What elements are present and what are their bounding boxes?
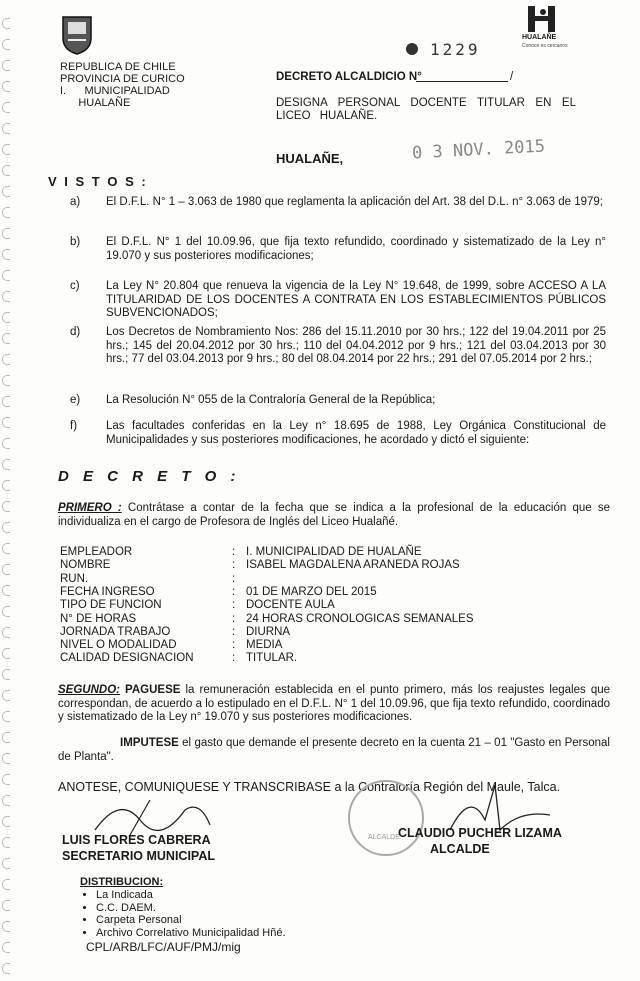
decreto-title: D E C R E T O : [58,468,241,485]
binder-ring [2,333,10,344]
vistos-item-letter: f) [70,420,78,432]
vistos-item-text: La Resolución N° 055 de la Contraloría General de la República; [106,394,436,406]
binder-ring [2,312,10,323]
field-value: TITULAR. [246,652,298,665]
field-label: CALIDAD DESIGNACION [60,652,194,665]
binder-ring [2,921,10,932]
binder-ring [2,942,10,953]
binder-ring [2,522,10,533]
vistos-item-letter: a) [70,196,81,208]
vistos-item-letter: c) [70,280,80,292]
field-colon: : [232,639,236,652]
place: HUALAÑE, [276,151,344,166]
anotese-line: ANOTESE, COMUNIQUESE Y TRANSCRIBASE a la Contraloría Región del Maule, Talca. [58,780,561,794]
binder-ring [2,900,10,911]
field-label: TIPO DE FUNCION [60,599,162,612]
field-label: NOMBRE [60,559,111,572]
binder-ring [2,963,10,974]
binder-ring [2,585,10,596]
header-line-1: REPUBLICA DE CHILE [60,61,176,73]
binder-ring [2,606,10,617]
binder-ring [2,816,10,827]
binder-ring [2,648,10,659]
binder-ring [2,81,10,92]
field-value: ISABEL MAGDALENA ARANEDA ROJAS [246,559,460,572]
distribucion-item: • Carpeta Personal [96,914,286,927]
field-colon: : [232,585,236,598]
distribucion-list [80,889,286,939]
distribucion-item: • C.C. DAEM. [96,902,286,915]
binder-ring [2,417,10,428]
signer-left-name: LUIS FLORES CABRERA [62,833,211,847]
signer-right-name: CLAUDIO PUCHER LIZAMA [398,826,562,840]
field-label: NIVEL O MODALIDAD [60,639,177,652]
field-value: MEDIA [246,639,283,652]
field-value: 01 DE MARZO DEL 2015 [246,585,377,598]
header-line-2: PROVINCIA DE CURICO [60,73,185,85]
field-value: DIURNA [246,625,291,638]
binder-ring [2,480,10,491]
vistos-item-text: El D.F.L. N° 1 – 3.063 de 1980 que reglamenta la aplicación del Art. 38 del D.L. n° 3.063 de 1979; [106,196,603,208]
municipal-crest [60,14,94,56]
binder-ring [2,837,10,848]
binder-ring [2,228,10,239]
binder-ring [2,18,10,29]
binder-ring [2,60,10,71]
vistos-item-text: Los Decretos de Nombramiento Nos: 286 del 15.11.2010 por 30 hrs.; 122 del 19.04.2011 por 25 hrs.; 145 del 20.04.2012 por 30 hrs.; 110 del 04.04.2012 por 9 hrs.; 121 del 03.04.2013 por 30 hrs.; 77 del 03.04.2013 por 9 hrs.; 80 del 08.04.2014 por 22 hrs.; 291 del 07.05.2014 por 2 hrs.; [106,326,606,365]
vistos-title: V I S T O S : [48,174,148,189]
vistos-item-letter: e) [70,394,81,406]
decree-label: DECRETO ALCALDICIO N° [276,71,422,83]
field-value: DOCENTE AULA [246,599,335,612]
field-colon: : [232,652,236,665]
distribucion-initials: CPL/ARB/LFC/AUF/PMJ/mig [86,940,241,954]
distribucion-title: DISTRIBUCION: [80,876,164,888]
vistos-item-letter: b) [70,236,81,248]
field-colon: : [232,546,236,558]
binder-ring [2,501,10,512]
binder-ring [2,669,10,680]
field-label: N° DE HORAS [60,612,137,625]
header-line-4: HUALAÑE [60,97,131,109]
binder-ring [2,270,10,281]
binder-ring [2,459,10,470]
signer-right-title: ALCALDE [430,842,490,856]
primero-text: Contrátase a contar de la fecha que se indica a la profesional de la educación que se individualiza en el cargo de Profesora de Inglés del Liceo Hualañé. [58,502,610,528]
date-stamp: 0 3 NOV. 2015 [411,136,546,164]
decree-subject: DESIGNA PERSONAL DOCENTE TITULAR EN EL LICEO HUALAÑE. [276,97,576,122]
header-line-3: I. MUNICIPALIDAD [60,85,170,97]
decree-number-stamp: 1229 [430,40,481,59]
segundo-bold: PAGUESE [119,684,181,696]
segundo-paragraph [58,684,610,725]
binder-ring [2,102,10,113]
field-label: FECHA INGRESO [60,585,155,598]
imputese-bold: IMPUTESE [120,737,179,749]
signer-left-title: SECRETARIO MUNICIPAL [62,849,216,863]
binder-ring [2,564,10,575]
imputese-text: el gasto que demande el presente decreto en la cuenta 21 – 01 "Gasto en Personal de Planta". [58,737,610,763]
vistos-item-text: Las facultades conferidas en la Ley n° 18.695 de 1988, Ley Orgánica Constitucional de Municipalidades y sus posteriores modificaciones, he acordado y dictó el siguiente: [106,420,606,446]
binder-ring [2,165,10,176]
binder-ring [2,438,10,449]
binder-ring [2,879,10,890]
primero-paragraph [58,502,610,529]
binder-ring [2,291,10,302]
field-value: I. MUNICIPALIDAD DE HUALAÑE [246,546,422,558]
distribucion-item: • La Indicada [96,889,286,902]
binder-ring [2,627,10,638]
field-colon: : [232,612,236,625]
field-colon: : [232,625,236,638]
field-colon: : [232,599,236,612]
segundo-label: SEGUNDO: [58,684,120,696]
binder-ring [2,39,10,50]
logo-name: HUALAÑE [522,34,557,41]
binder-ring [2,207,10,218]
segundo-text: la remuneración establecida en el punto primero, más los reajustes legales que correspondan, de acuerdo a lo estipulado en el D.F.L. N° 1 del 10.09.96, que fija texto refundido, coordinado y sistematizado de la Ley n° 19.070 y sus posteriores modificaciones. [58,684,611,723]
vistos-item-letter: d) [70,326,81,338]
municipal-seal [348,780,424,856]
binder-ring [2,186,10,197]
field-label: EMPLEADOR [60,546,133,558]
binder-ring [2,123,10,134]
primero-label: PRIMERO : [58,502,122,514]
binder-ring [2,858,10,869]
logo-tagline: Conoce es cercanos [522,43,568,49]
binder-ring [2,711,10,722]
binder-ring [2,396,10,407]
field-label: JORNADA TRABAJO [60,625,171,638]
field-colon: : [232,559,236,572]
field-label: RUN. [60,572,89,585]
decree-slash: / [510,71,514,83]
binder-ring [2,249,10,260]
stamp-icon [406,43,418,55]
field-value: 24 HORAS CRONOLOGICAS SEMANALES [246,612,474,625]
binder-ring [2,690,10,701]
binder-ring [2,774,10,785]
binder-ring [2,753,10,764]
vistos-item-text: El D.F.L. N° 1 del 10.09.96, que fija texto refundido, coordinado y sistematizado de la Ley n° 19.070 y sus posteriores modificaciones; [106,236,606,262]
binder-ring [2,375,10,386]
field-colon: : [232,572,236,585]
binder-ring [2,144,10,155]
imputese-paragraph [58,737,610,764]
binder-ring [2,543,10,554]
vistos-item-text: La Ley N° 20.804 que renueva la vigencia de la Ley N° 19.648, de 1999, sobre ACCESO A LA TITULARIDAD DE LOS DOCENTES A CONTRATA EN LOS ESTABLECIMIENTOS PÚBLICOS SUBVENCIONADOS; [106,280,606,319]
decree-number-line [416,81,508,82]
binder-ring [2,732,10,743]
seal-text: ALCALDE [368,834,400,841]
binder-ring [2,354,10,365]
distribucion-item: • Archivo Correlativo Municipalidad Hñé. [96,927,286,940]
binder-ring [2,795,10,806]
